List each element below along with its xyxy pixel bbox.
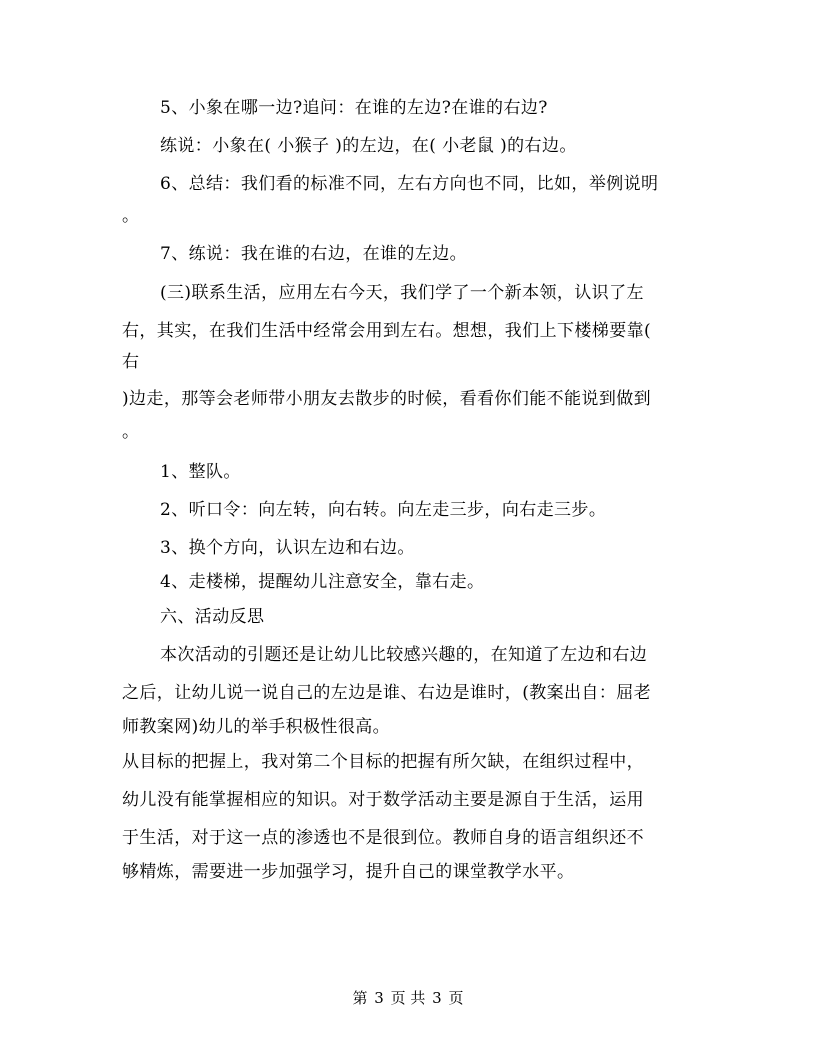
paragraph-line: 右: [122, 352, 140, 372]
paragraph-line: 。: [122, 422, 140, 442]
paragraph-line: 5、小象在哪一边?追问：在谁的左边?在谁的右边?: [160, 98, 548, 118]
footer-suffix: 页: [448, 989, 464, 1007]
paragraph-line: 从目标的把握上，我对第二个目标的把握有所欠缺，在组织过程中，: [122, 752, 644, 772]
paragraph-line: 4、走楼梯，提醒幼儿注意安全，靠右走。: [160, 572, 485, 592]
paragraph-line: )边走，那等会老师带小朋友去散步的时候，看看你们能不能说到做到: [122, 389, 652, 409]
paragraph-line: 本次活动的引题还是让幼儿比较感兴趣的，在知道了左边和右边: [160, 645, 648, 665]
paragraph-line: 之后，让幼儿说一说自己的左边是谁、右边是谁时，(教案出自：屈老: [122, 683, 652, 703]
paragraph-line: (三)联系生活，应用左右今天，我们学了一个新本领，认识了左: [160, 283, 644, 303]
total-page-number: 3: [432, 989, 442, 1007]
section-heading: 六、活动反思: [160, 607, 265, 627]
paragraph-line: 2、听口令：向左转，向右转。向左走三步，向右走三步。: [160, 500, 607, 520]
paragraph-line: 1、整队。: [160, 462, 241, 482]
paragraph-line: 7、练说：我在谁的右边，在谁的左边。: [160, 244, 468, 264]
paragraph-line: 于生活，对于这一点的渗透也不是很到位。教师自身的语言组织还不: [122, 828, 644, 848]
paragraph-line: 师教案网)幼儿的举手积极性很高。: [122, 717, 391, 737]
paragraph-line: 6、总结：我们看的标准不同，左右方向也不同，比如，举例说明: [160, 174, 659, 194]
paragraph-line: 幼儿没有能掌握相应的知识。对于数学活动主要是源自于生活，运用: [122, 790, 644, 810]
paragraph-line: 3、换个方向，认识左边和右边。: [160, 538, 415, 558]
footer-middle: 页 共: [390, 989, 426, 1007]
paragraph-line: 。: [122, 206, 140, 226]
paragraph-line: 够精炼，需要进一步加强学习，提升自己的课堂教学水平。: [122, 862, 575, 882]
page-footer: [0, 988, 816, 1008]
paragraph-line: 右，其实，在我们生活中经常会用到左右。想想，我们上下楼梯要靠(: [122, 321, 652, 341]
footer-prefix: 第: [352, 989, 368, 1007]
current-page-number: 3: [374, 989, 384, 1007]
paragraph-line: 练说：小象在( 小猴子 )的左边，在( 小老鼠 )的右边。: [160, 136, 577, 156]
